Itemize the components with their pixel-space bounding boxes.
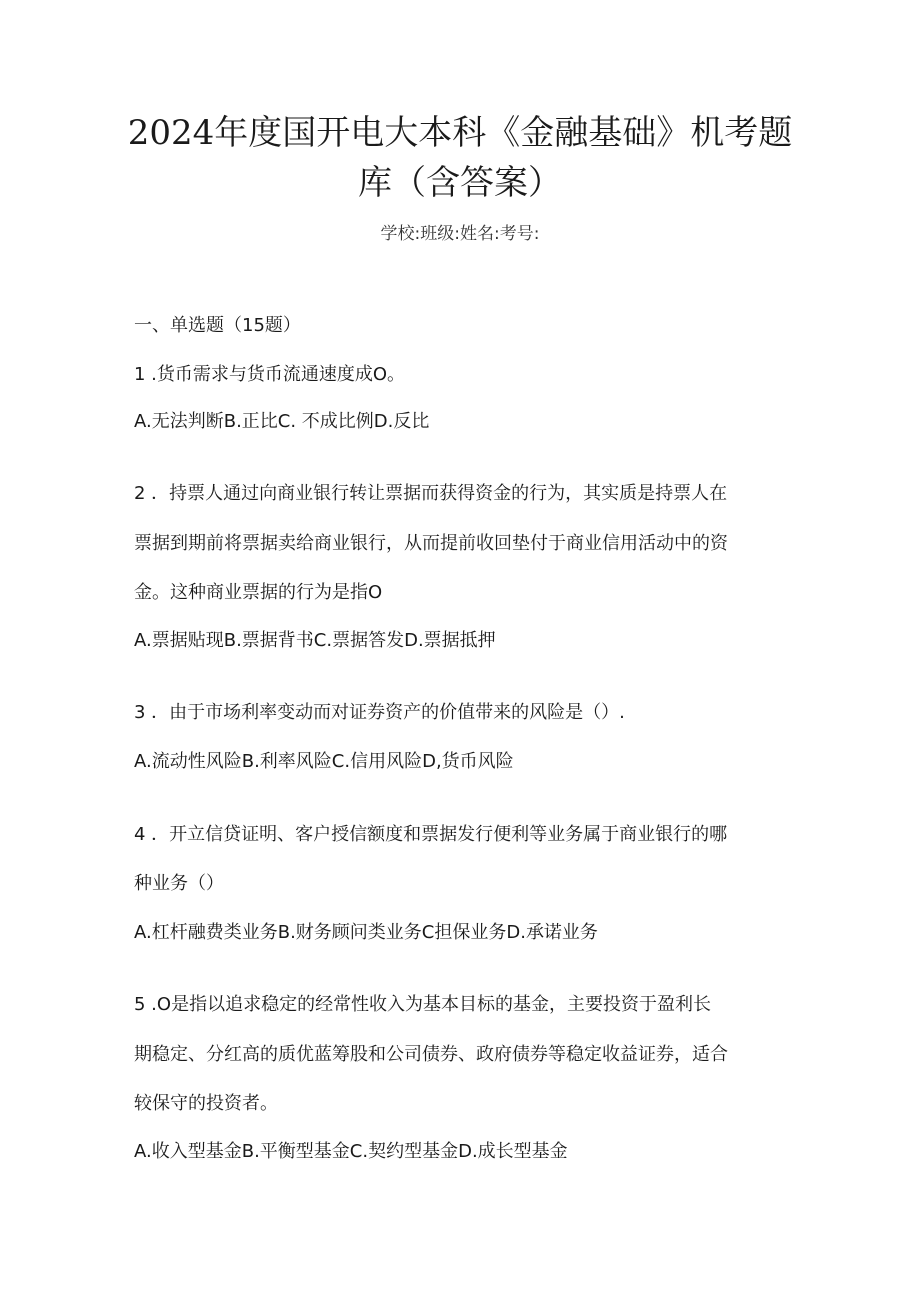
question-2-stem-line-1: 2 ．持票人通过向商业银行转让票据而获得资金的行为，其实质是持票人在 (134, 483, 728, 504)
question-3-options: A.流动性风险B.利率风险C.信用风险D,货币风险 (134, 751, 514, 772)
question-2-stem-line-2: 票据到期前将票据卖给商业银行，从而提前收回垫付于商业信用活动中的资 (134, 533, 728, 554)
student-info-line: 学校:班级:姓名:考号: (380, 224, 540, 244)
question-1-options: A.无法判断B.正比C. 不成比例D.反比 (134, 411, 430, 432)
section-heading: 一、单选题（15题） (134, 315, 301, 336)
document-title-line-1: 2024年度国开电大本科《金融基础》机考题 (127, 113, 793, 153)
question-4-options: A.杠杆融费类业务B.财务顾问类业务C担保业务D.承诺业务 (134, 922, 598, 943)
question-5-options: A.收入型基金B.平衡型基金C.契约型基金D.成长型基金 (134, 1141, 568, 1162)
question-3-stem-line-1: 3 ．由于市场利率变动而对证券资产的价值带来的风险是（）. (134, 702, 625, 723)
document-title-line-2: 库（含答案） (358, 163, 562, 203)
question-2-stem-line-3: 金。这种商业票据的行为是指O (134, 582, 383, 603)
question-4-stem-line-2: 种业务（） (134, 873, 224, 894)
question-5-stem-line-2: 期稳定、分红高的质优蓝筹股和公司债券、政府债券等稳定收益证券，适合 (134, 1044, 728, 1065)
question-2-options: A.票据贴现B.票据背书C.票据答发D.票据抵押 (134, 630, 496, 651)
question-5-stem-line-1: 5 .O是指以追求稳定的经常性收入为基本目标的基金，主要投资于盈利长 (134, 994, 712, 1015)
question-1-stem-line-1: 1 .货币需求与货币流通速度成O。 (134, 364, 406, 385)
question-5-stem-line-3: 较保守的投资者。 (134, 1093, 278, 1114)
question-4-stem-line-1: 4 ．开立信贷证明、客户授信额度和票据发行便利等业务属于商业银行的哪 (134, 824, 728, 845)
